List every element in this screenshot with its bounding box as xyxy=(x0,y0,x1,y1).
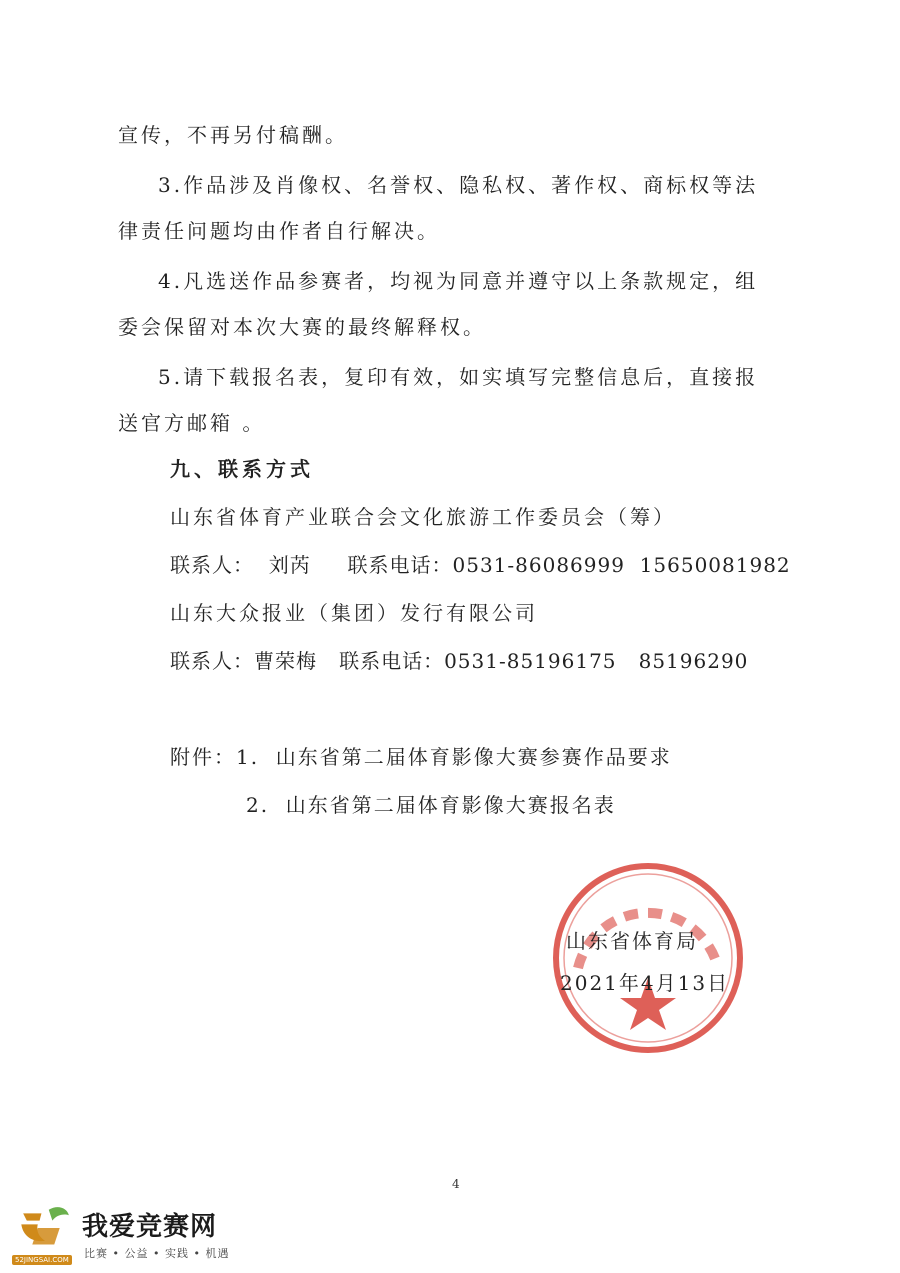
body-line-4: 4.凡选送作品参赛者，均视为同意并遵守以上条款规定，组 xyxy=(158,269,759,293)
brand-url-badge: 52JINGSAI.COM xyxy=(12,1255,72,1265)
contact-org-1: 山东省体育产业联合会文化旅游工作委员会（筹） xyxy=(170,505,676,529)
attachment-2: 2. 山东省第二届体育影像大赛报名表 xyxy=(246,793,616,817)
signature-date: 2021年4月13日 xyxy=(560,971,730,995)
attachment-1: 附件：1. 山东省第二届体育影像大赛参赛作品要求 xyxy=(170,745,672,769)
brand-logo-icon xyxy=(14,1200,78,1256)
brand-tagline: 比赛 • 公益 • 实践 • 机遇 xyxy=(84,1247,230,1260)
body-line-7: 送官方邮箱 。 xyxy=(118,411,266,435)
body-line-5: 委会保留对本次大赛的最终解释权。 xyxy=(118,315,486,339)
body-line-3: 律责任问题均由作者自行解决。 xyxy=(118,219,440,243)
contact-org-2: 山东大众报业（集团）发行有限公司 xyxy=(170,601,538,625)
page-number: 4 xyxy=(452,1177,460,1191)
contact-person-2: 联系人：曹荣梅 联系电话：0531-85196175 85196290 xyxy=(170,649,749,673)
body-line-6: 5.请下载报名表，复印有效，如实填写完整信息后，直接报 xyxy=(158,365,759,389)
brand-name: 我爱竞赛网 xyxy=(82,1212,218,1242)
body-line-2: 3.作品涉及肖像权、名誉权、隐私权、著作权、商标权等法 xyxy=(158,173,759,197)
body-line-1: 宣传，不再另付稿酬。 xyxy=(118,123,348,147)
official-seal-stamp xyxy=(548,858,748,1058)
contact-person-1: 联系人： 刘芮 联系电话：0531-86086999 15650081982 xyxy=(170,553,791,577)
signature-organization: 山东省体育局 xyxy=(566,929,698,953)
contact-heading: 九、联系方式 xyxy=(170,457,314,481)
